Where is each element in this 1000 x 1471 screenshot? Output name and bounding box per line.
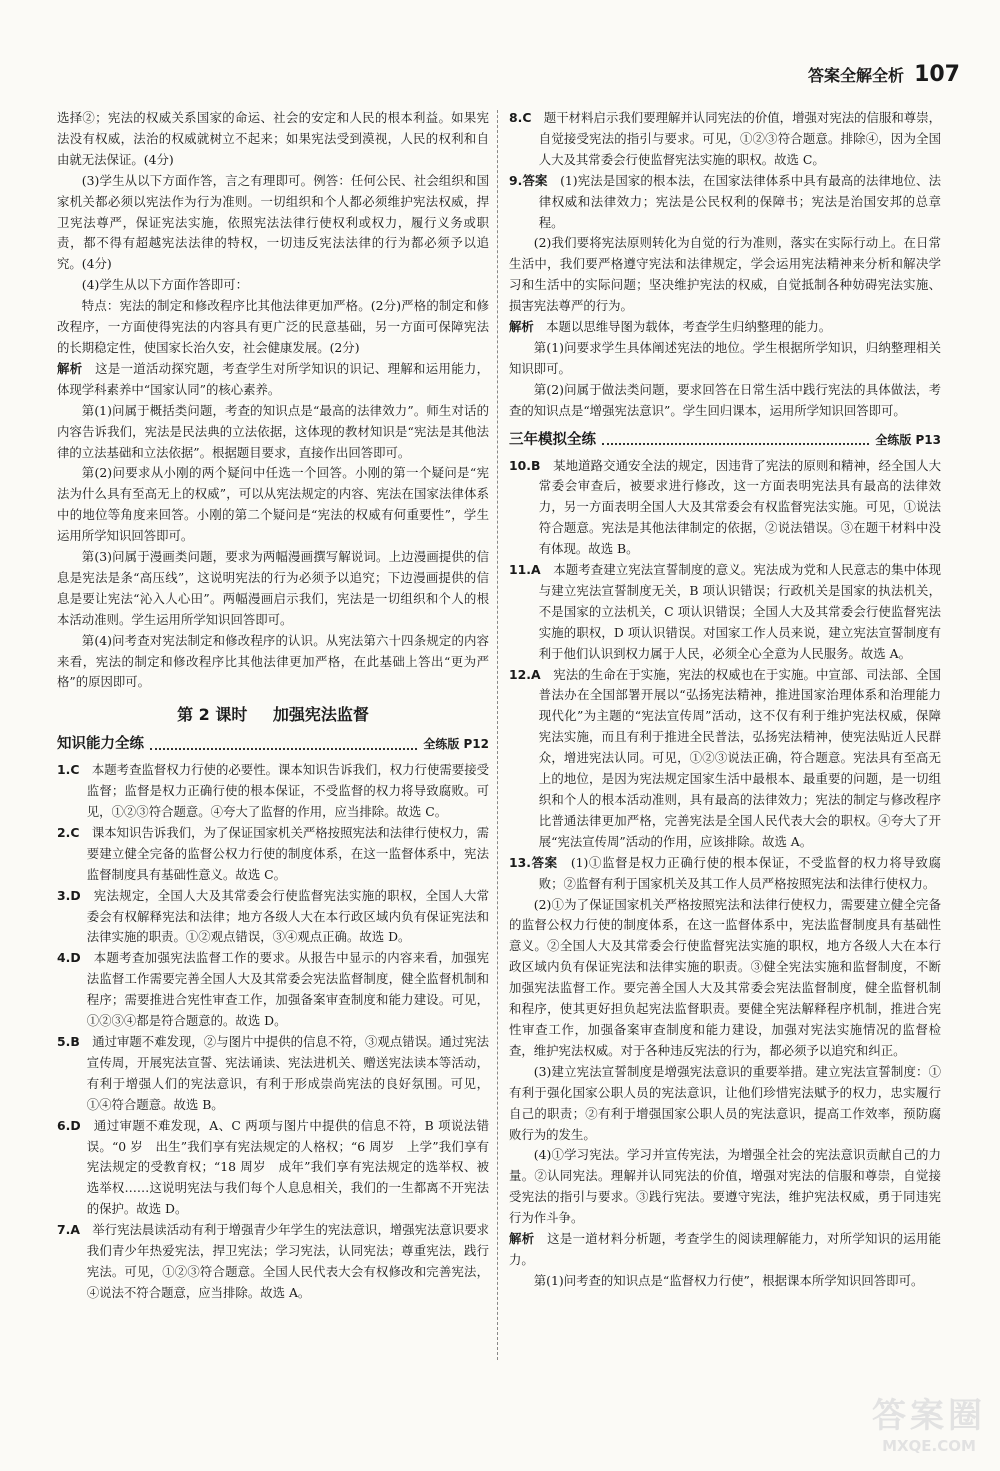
answer-text: 本题考查建立宪法宣誓制度的意义。宪法成为党和人民意志的集中体现与建立宪法宣誓制度无关，B 项认识错误；行政机关是国家的执法机关，不是国家的立法机关，C 项认识错误；全国人大及其常委会行使监督宪法实施的职权，D 项认识错误。对国家工作人员来说，建立宪法宣誓制度有利于他们认识到权力属于人民，必须全心全意为人民服务。故选 A。 <box>538 562 942 661</box>
paragraph: (2)①为了保证国家机关严格按照宪法和法律行使权力，需要建立健全完备的监督公权力行使的制度体系，在这一监督体系中，宪法监督制度具有基础性意义。②全国人大及其常委会行使监督宪法实施的职权，地方各级人大在本行政区域内负有保证宪法和法律实施的职责。③健全宪法实施和监督制度，不断加强宪法监督工作。要完善全国人大及其常委会宪法监督制度，健全监督机制和程序，使其更好担负起宪法监督职责。要健全宪法解释程序机制，推进合宪性审查工作，加强备案审查制度和能力建设，加强对宪法实施情况的监督检查，维护宪法权威。对于各种违反宪法的行为，都必须予以追究和纠正。 <box>509 896 941 1058</box>
lesson-heading <box>57 705 489 726</box>
paragraph: 第(4)问考查对宪法制定和修改程序的认识。从宪法第六十四条规定的内容来看，宪法的制定和修改程序比其他法律更加严格，在此基础上答出“更为严格”的原因即可。 <box>57 632 489 690</box>
answer-item <box>509 665 941 853</box>
header-title: 答案全解全析 <box>808 66 905 85</box>
answer-text: (1)宪法是国家的根本法，在国家法律体系中具有最高的法律地位、法律权威和法律效力；宪法是公民权利的保障书；宪法是治国安邦的总章程。 <box>538 172 941 230</box>
answer-number: 5.B <box>57 1033 80 1049</box>
analysis-paragraph <box>509 317 941 338</box>
paragraph: (4)学生从以下方面作答即可： <box>81 277 249 293</box>
left-column <box>57 108 489 1304</box>
answer-number: 8.C <box>509 110 532 125</box>
watermark-logo: 答案圈 <box>872 1396 986 1436</box>
analysis-paragraph <box>509 1229 941 1271</box>
section-label: 三年模拟全练 <box>509 431 596 448</box>
answer-text: 题干材料启示我们要理解并认同宪法的价值，增强对宪法的信服和尊崇，自觉接受宪法的指引与要求。可见，①②③符合题意。排除④，因为全国人大及其常委会行使监督宪法实施的职权。故选 C。 <box>538 110 942 167</box>
column-divider <box>497 110 498 1360</box>
answer-number: 2.C <box>57 824 80 840</box>
analysis-text: 本题以思维导图为载体，考查学生归纳整理的能力。 <box>546 319 832 335</box>
answer-text: 课本知识告诉我们，为了保证国家机关严格按照宪法和法律行使权力，需要建立健全完备的监督公权力行使的制度体系，在这一监督体系中，宪法监督制度具有基础性意义。故选 C。 <box>86 824 490 882</box>
paragraph: 第(1)问考查的知识点是“监督权力行使”，根据课本所学知识回答即可。 <box>533 1272 924 1288</box>
answer-text: (1)①监督是权力正确行使的根本保证，不受监督的权力将导致腐败；②监督有利于国家机关及其工作人员严格按照宪法和法律行使权力。 <box>538 854 941 891</box>
answer-text: 通过审题不难发现，A、C 两项与图片中提供的信息不符，B 项说法错误。“0 岁 出生”我们享有宪法规定的人格权；“6 周岁 上学”我们享有宪法规定的受教育权；“18 周岁 成年”我们享有宪法规定的选举权、被选举权……这说明宪法与我们每个人息息相关，我们的一生都离不开宪法的保护。故选 D。 <box>86 1117 489 1217</box>
answer-item <box>509 456 941 561</box>
paragraph: (4)①学习宪法。学习并宣传宪法，为增强全社会的宪法意识贡献自己的力量。②认同宪法。理解并认同宪法的价值，增强对宪法的信服和尊崇，自觉接受宪法的指引与要求。③践行宪法。要遵守宪法，维护宪法权威，勇于同违宪行为作斗争。 <box>509 1147 941 1226</box>
paragraph: 第(3)问属于漫画类问题，要求为两幅漫画撰写解说词。上边漫画提供的信息是宪法是条“高压线”，这说明宪法的行为必须予以追究；下边漫画提供的信息是要让宪法“沁入人心田”。两幅漫画启示我们，宪法是一切组织和个人的根本活动准则。学生运用所学知识回答即可。 <box>57 549 489 627</box>
paragraph: 第(1)问要求学生具体阐述宪法的地位。学生根据所学知识，归纳整理相关知识即可。 <box>509 339 941 376</box>
right-column <box>509 108 941 1292</box>
answer-item <box>57 1032 489 1116</box>
section-bar <box>509 430 941 451</box>
section-bar <box>57 734 489 755</box>
paragraph: 特点：宪法的制定和修改程序比其他法律更加严格。(2分)严格的制定和修改程序，一方面使得宪法的内容具有更广泛的民意基础，另一方面可保障宪法的长期稳定性，使国家长治久安，社会健康发展。(2分) <box>57 298 489 355</box>
answer-item <box>57 1220 489 1304</box>
paragraph: (3)学生从以下方面作答，言之有理即可。例答：任何公民、社会组织和国家机关都必须以宪法作为行为准则。一切组织和个人都必须维护宪法权威，捍卫宪法尊严，保证宪法实施，依照宪法法律行使权利或权力，履行义务或职责，都不得有超越宪法法律的特权，一切违反宪法法律的行为都必须予以追究。(4分) <box>57 172 489 272</box>
answer-item <box>57 886 489 949</box>
analysis-label: 解析 <box>57 360 83 376</box>
answer-number: 10.B <box>509 457 541 473</box>
analysis-text: 这是一道材料分析题，考查学生的阅读理解能力，对所学知识的运用能力。 <box>509 1231 942 1267</box>
answer-number: 9.答案 <box>509 172 548 188</box>
answer-number: 13.答案 <box>509 854 558 870</box>
dotted-leader <box>150 740 417 750</box>
answer-number: 1.C <box>57 762 80 778</box>
paragraph: 第(1)问属于概括类问题，考查的知识点是“最高的法律效力”。师生对话的内容告诉我们，宪法是民法典的立法依据，这体现的教材知识是“宪法是其他法律的立法基础和立法依据”。根据题目要求，直接作出回答即可。 <box>57 402 489 460</box>
answer-item <box>509 108 941 171</box>
page-number: 107 <box>914 62 960 87</box>
paragraph: 选择②；宪法的权威关系国家的命运、社会的安定和人民的根本利益。如果宪法没有权威，法治的权威就树立不起来；如果宪法受到漠视，人民的权利和自由就无法保证。(4分) <box>57 110 489 167</box>
analysis-label: 解析 <box>509 319 534 335</box>
section-label: 知识能力全练 <box>57 736 144 753</box>
section-ref: 全练版 P13 <box>875 432 941 447</box>
answer-text: 某地道路交通安全法的规定，因违背了宪法的原则和精神，经全国人大常委会审查后，被要求进行修改，这一方面表明宪法具有最高的法律效力，另一方面表明全国人大及其常委会有权监督宪法实施。可见，①说法符合题意。宪法是其他法律制定的依据，②说法错误。③在题干材料中没有体现。故选 B。 <box>538 457 942 557</box>
answer-text: 举行宪法晨读活动有利于增强青少年学生的宪法意识，增强宪法意识要求我们青少年热爱宪法，捍卫宪法；学习宪法，认同宪法；尊重宪法，践行宪法。可见，①②③符合题意。全国人民代表大会有权修改和完善宪法，④说法不符合题意，应当排除。故选 A。 <box>86 1222 490 1300</box>
answer-item <box>57 760 489 823</box>
answer-text: 通过审题不难发现，②与图片中提供的信息不符，③观点错误。通过宪法宣传周，开展宪法宣誓、宪法诵读、宪法进机关、赠送宪法读本等活动，有利于增强人们的宪法意识，有利于形成崇尚宪法的良好氛围。可见，①④符合题意。故选 B。 <box>86 1033 490 1112</box>
answer-item <box>57 823 489 886</box>
answer-text: 本题考查监督权力行使的必要性。课本知识告诉我们，权力行使需要接受监督；监督是权力正确行使的根本保证，不受监督的权力将导致腐败。可见，①②③符合题意。④夸大了监督的作用，应当排除。故选 C。 <box>86 762 490 819</box>
lesson-number: 第 2 课时 <box>177 705 248 725</box>
paragraph: (2)我们要将宪法原则转化为自觉的行为准则，落实在实际行动上。在日常生活中，我们要严格遵守宪法和法律规定，学会运用宪法精神来分析和解决学习和生活中的实际问题；坚决维护宪法的权威，自觉抵制各种妨碍宪法实施、损害宪法尊严的行为。 <box>509 235 941 314</box>
dotted-leader <box>602 435 869 445</box>
answer-item <box>57 1116 489 1221</box>
answer-item <box>509 853 941 895</box>
answer-item <box>509 171 941 234</box>
answer-text: 宪法的生命在于实施，宪法的权威也在于实施。中宣部、司法部、全国普法办在全国部署开展以“弘扬宪法精神，推进国家治理体系和治理能力现代化”为主题的“宪法宣传周”活动，这不仅有利于维护宪法权威，保障宪法实施，而且有利于推进全民普法，弘扬宪法精神，使宪法贴近人民群众，增进宪法认同。可见，①②③说法正确，符合题意。宪法具有至高无上的地位，是因为宪法规定国家生活中最根本、最重要的问题，是一切组织和个人的根本活动准则，具有最高的法律效力；宪法的制定与修改程序比普通法律更加严格，完善宪法是全国人民代表大会的职权。④夸大了开展“宪法宣传周”活动的作用，应该排除。故选 A。 <box>538 666 942 849</box>
analysis-paragraph <box>57 359 489 401</box>
answer-number: 4.D <box>57 950 81 966</box>
answer-item <box>509 560 941 665</box>
paragraph: 第(2)问要求从小刚的两个疑问中任选一个回答。小刚的第一个疑问是“宪法为什么具有至高无上的权威”，可以从宪法规定的内容、宪法在国家法律体系中的地位等角度来回答。小刚的第二个疑问是“宪法的权威有何重要性”，学生运用所学知识回答即可。 <box>57 465 489 544</box>
answer-number: 3.D <box>57 887 81 903</box>
analysis-text: 这是一道活动探究题，考查学生对所学知识的识记、理解和运用能力，体现学科素养中“国家认同”的核心素养。 <box>57 360 490 397</box>
analysis-label: 解析 <box>509 1231 535 1247</box>
lesson-title: 加强宪法监督 <box>272 705 369 725</box>
answer-number: 11.A <box>509 562 541 578</box>
answer-number: 12.A <box>509 666 541 682</box>
answer-text: 宪法规定，全国人大及其常委会行使监督宪法实施的职权，全国人大常委会有权解释宪法和法律；地方各级人大在本行政区域内负有保证宪法和法律实施的职责。①②观点错误，③④观点正确。故选 D。 <box>86 887 490 945</box>
site-watermark <box>872 1388 986 1455</box>
answer-text: 本题考查加强宪法监督工作的要求。从报告中显示的内容来看，加强宪法监督工作需要完善全国人大及其常委会宪法监督制度，健全监督机制和程序；需要推进合宪性审查工作，加强备案审查制度和能力建设。可见，①②③④都是符合题意的。故选 D。 <box>86 950 490 1029</box>
answer-item <box>57 948 489 1032</box>
section-ref: 全练版 P12 <box>423 737 489 752</box>
page-header <box>808 62 960 87</box>
paragraph: (3)建立宪法宣誓制度是增强宪法意识的重要举措。建立宪法宣誓制度：①有利于强化国家公职人员的宪法意识，让他们珍惜宪法赋予的权力，忠实履行自己的职责；②有利于增强国家公职人员的宪法意识，提高工作效率，预防腐败行为的发生。 <box>509 1063 941 1142</box>
watermark-url: MXQE.COM <box>882 1437 976 1455</box>
answer-number: 6.D <box>57 1117 81 1133</box>
paragraph: 第(2)问属于做法类问题，要求回答在日常生活中践行宪法的具体做法，考查的知识点是“增强宪法意识”。学生回归课本，运用所学知识回答即可。 <box>509 381 941 418</box>
answer-number: 7.A <box>57 1222 80 1238</box>
